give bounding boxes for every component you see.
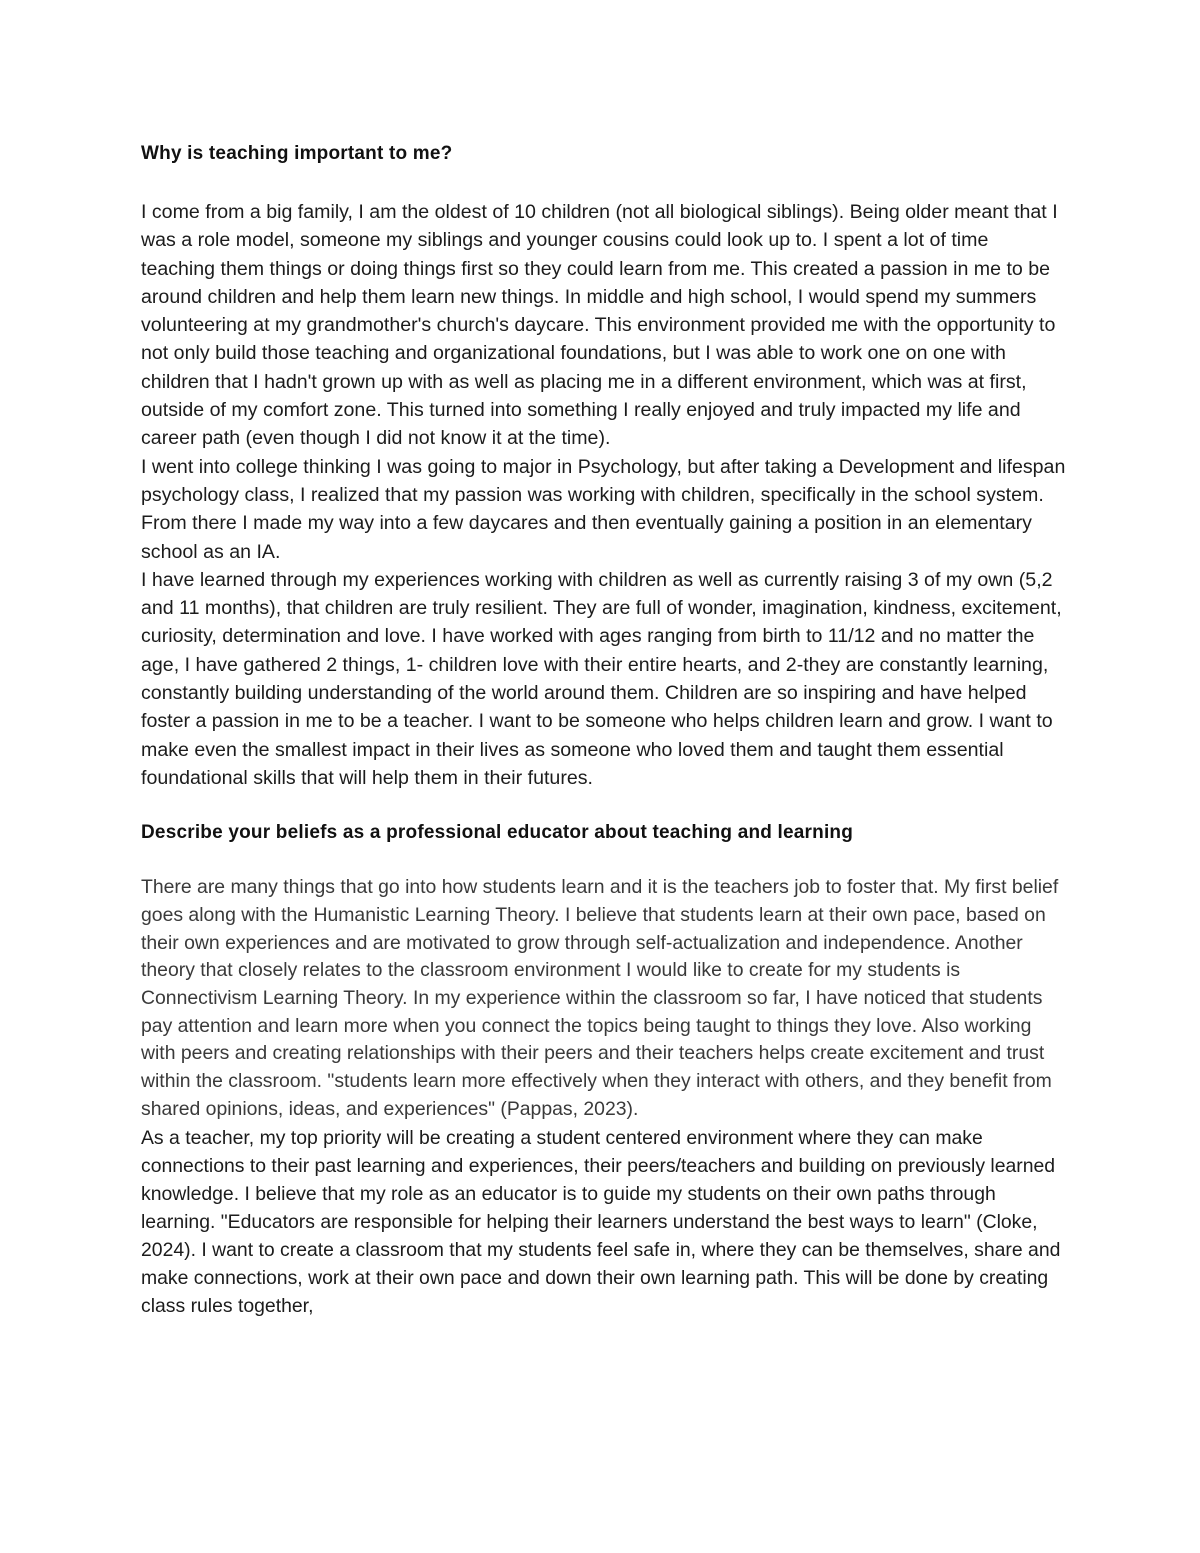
section-beliefs [141,819,1066,1319]
section-heading: Describe your beliefs as a professional educator about teaching and learning [141,822,854,844]
document-page [141,140,1066,1320]
paragraph: I come from a big family, I am the oldest of 10 children (not all biological siblings). Being older meant that I was a role model, someone my siblings and younger cousins could look up to. I spent a lot of time teaching them things or doing things first so they could learn from me. This created a passion in me to be around children and help them learn new things. In middle and high school, I would spend my summers volunteering at my grandmother's church's daycare. This environment provided me with the opportunity to not only build those teaching and organizational foundations, but I was able to work one on one with children that I hadn't grown up with as well as placing me in a different environment, which was at first, outside of my comfort zone. This turned into something I really enjoyed and truly impacted my life and career path (even though I did not know it at the time). [141,201,1058,450]
paragraph: I went into college thinking I was going to major in Psychology, but after taking a Development and lifespan psychology class, I realized that my passion was working with children, specifically in the school system. From there I made my way into a few daycares and then eventually gaining a position in an elementary school as an IA. [141,455,1066,563]
section-heading: Why is teaching important to me? [141,143,453,164]
paragraph: As a teacher, my top priority will be creating a student centered environment where they can make connections to their past learning and experiences, their peers/teachers and building on previously learned knowledge. I believe that my role as an educator is to guide my students on their own paths through learning. "Educators are responsible for helping their learners understand the best ways to learn" (Cloke, 2024). I want to create a classroom that my students feel safe in, where they can be themselves, share and make connections, work at their own pace and down their own learning path. This will be done by creating class rules together, [141,1126,1061,1317]
paragraph: There are many things that go into how students learn and it is the teachers job to foster that. My first belief goes along with the Humanistic Learning Theory. I believe that students learn at their own pace, based on their own experiences and are motivated to grow through self-actualization and independence. Another theory that closely relates to the classroom environment I would like to create for my students is Connectivism Learning Theory. In my experience within the classroom so far, I have noticed that students pay attention and learn more when you connect the topics being taught to things they love. Also working with peers and creating relationships with their peers and their teachers helps create excitement and trust within the classroom. "students learn more effectively when they interact with others, and they benefit from shared opinions, ideas, and experiences" (Pappas, 2023). [141,876,1059,1120]
paragraph: I have learned through my experiences working with children as well as currently raising 3 of my own (5,2 and 11 months), that children are truly resilient. They are full of wonder, imagination, kindness, excitement, curiosity, determination and love. I have worked with ages ranging from birth to 11/12 and no matter the age, I have gathered 2 things, 1- children love with their entire hearts, and 2-they are constantly learning, constantly building understanding of the world around them. Children are so inspiring and have helped foster a passion in me to be a teacher. I want to be someone who helps children learn and grow. I want to make even the smallest impact in their lives as someone who loved them and taught them essential foundational skills that will help them in their futures. [141,568,1062,789]
section-why-teaching [141,140,1066,792]
